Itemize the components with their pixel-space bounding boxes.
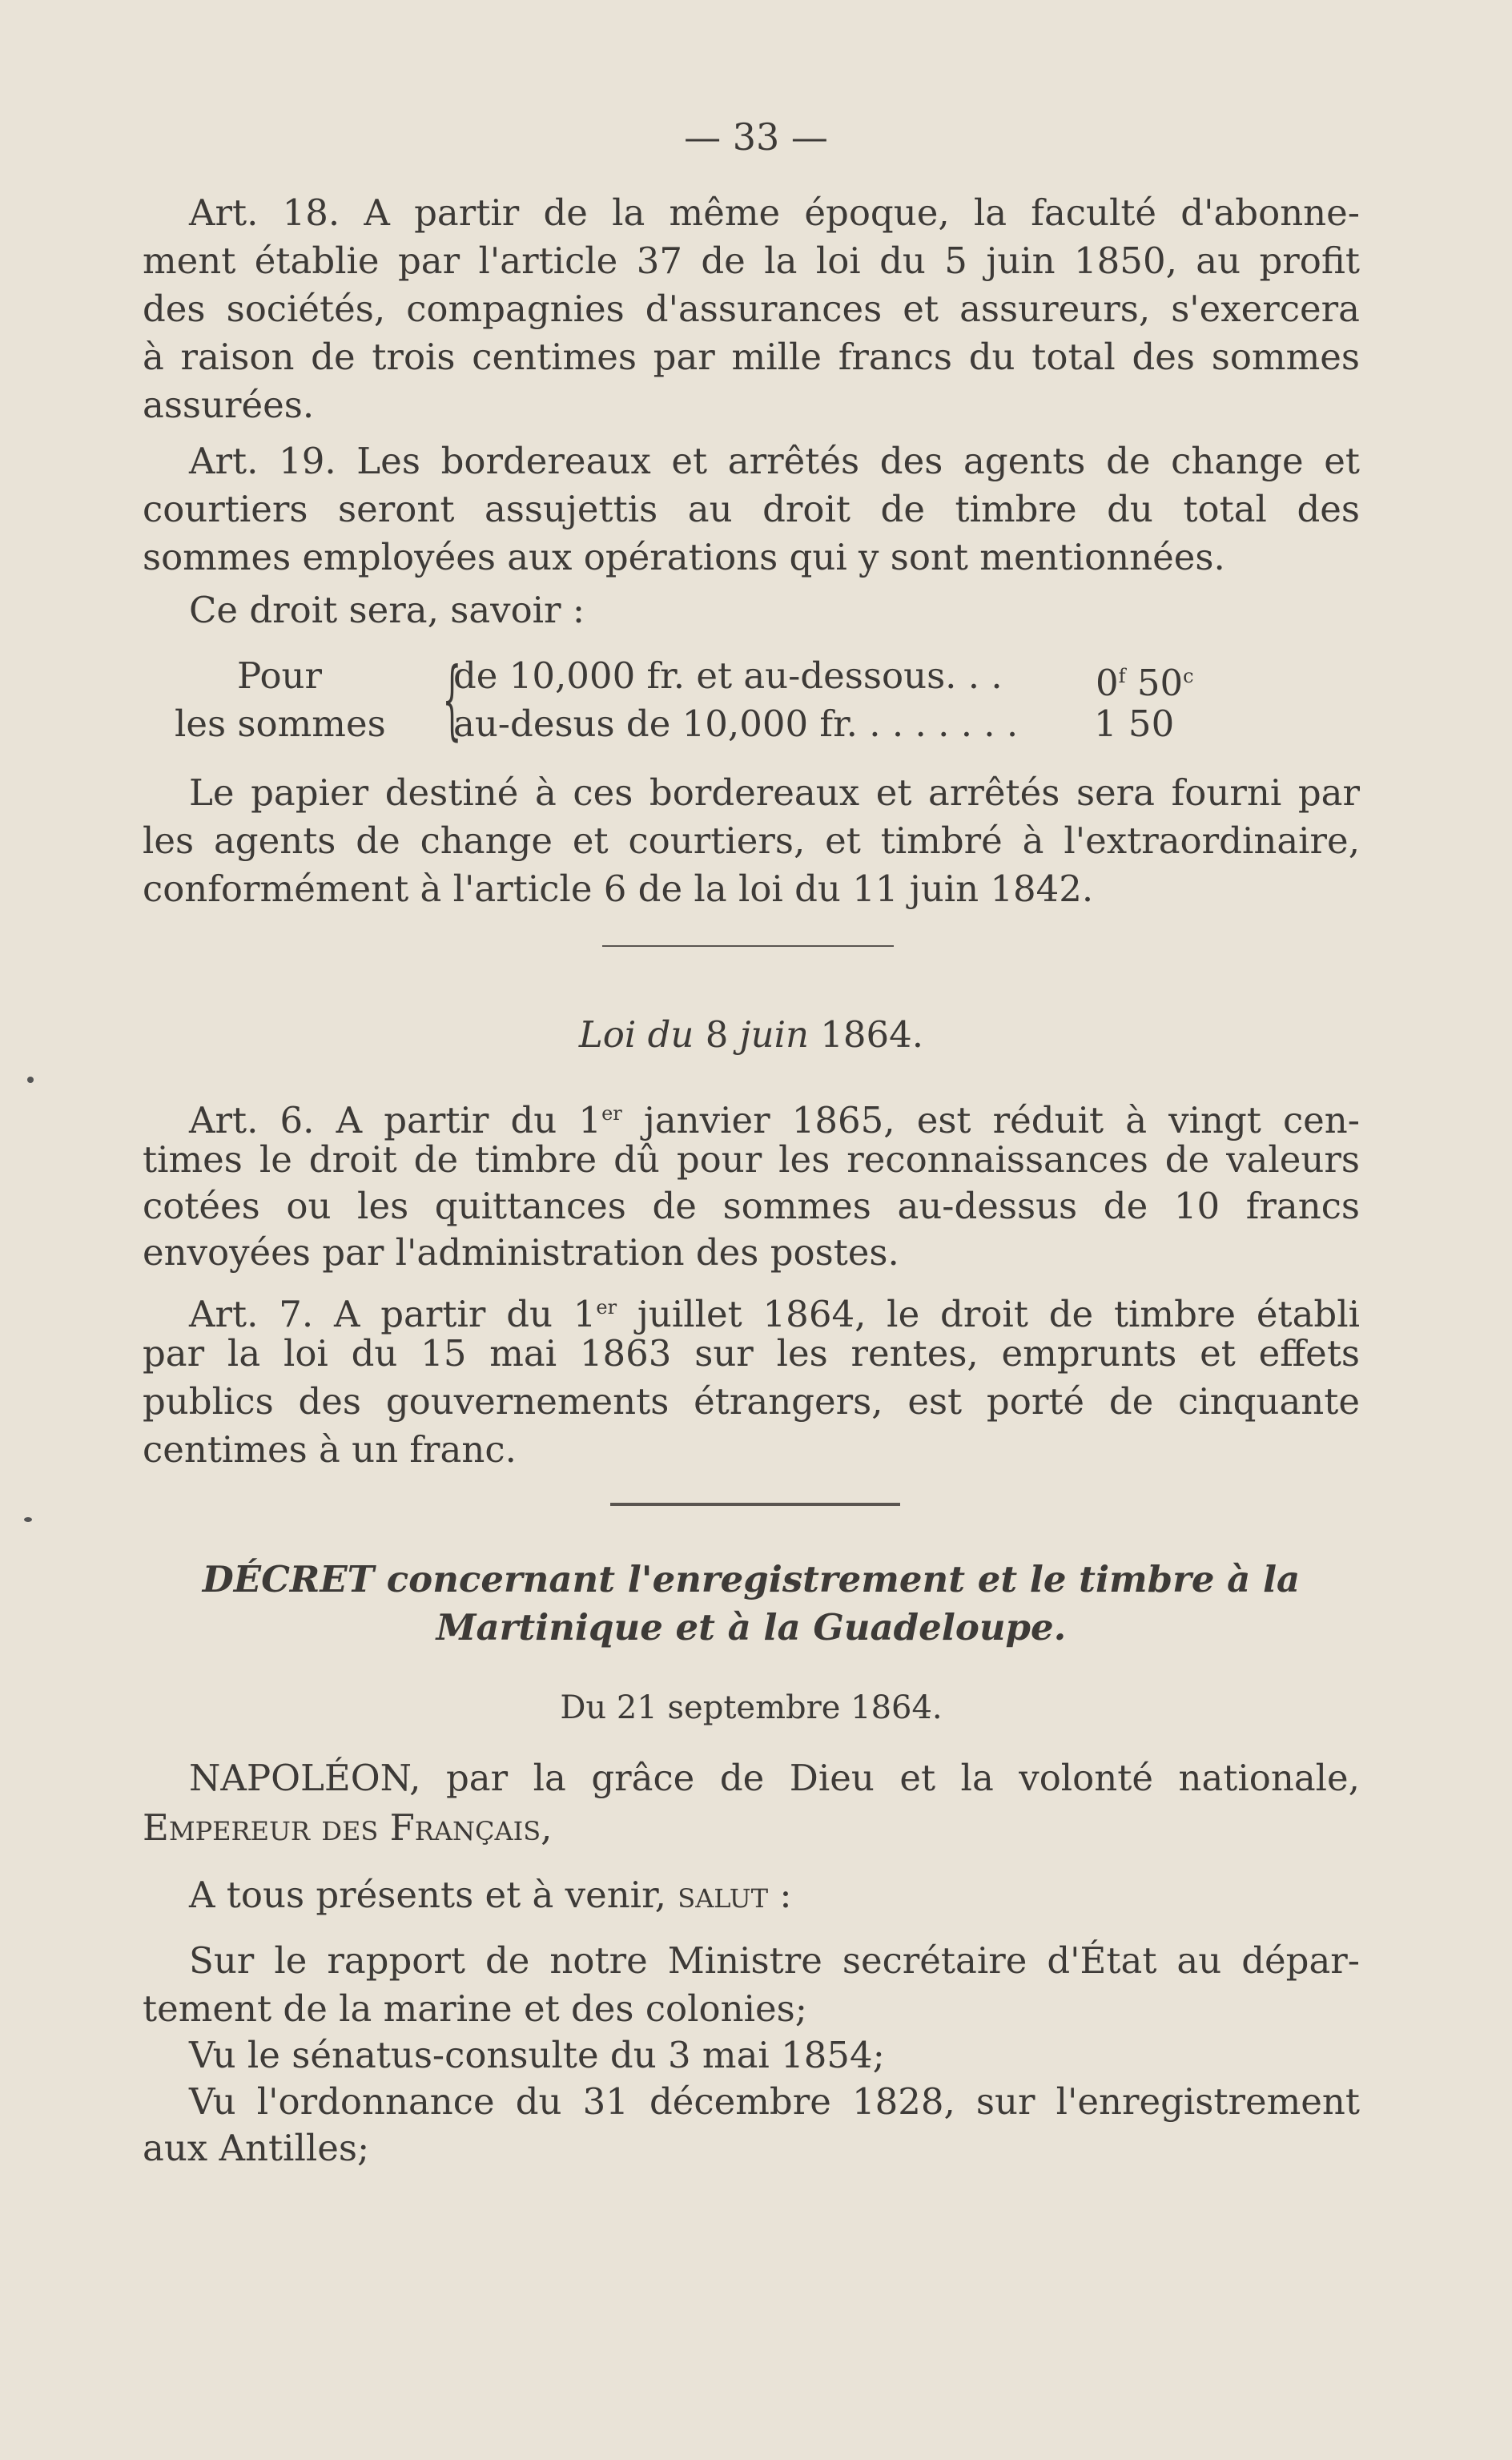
considerant-line-4: Vu l'ordonnance du 31 décembre 1828, sur l'enregistrement — [189, 2080, 1360, 2123]
loi-title: Loi du 8 juin 1864. — [578, 1013, 924, 1056]
papier-line-2: les agents de change et courtiers, et timbré à l'extraordinaire, — [143, 819, 1360, 862]
art7-line-3: publics des gouvernements étrangers, est porté de cinquante — [143, 1380, 1360, 1423]
considerant-line-1: Sur le rapport de notre Ministre secrétaire d'État au dépar- — [189, 1939, 1360, 1982]
art18-line-4: à raison de trois centimes par mille francs du total des sommes — [143, 336, 1360, 378]
art7-line-4: centimes à un franc. — [143, 1428, 517, 1471]
papier-line-1: Le papier destiné à ces bordereaux et arrêtés sera fourni par — [189, 771, 1360, 814]
tarif-row2-desc: au-desus de 10,000 fr. . . . . . . . — [453, 703, 1019, 745]
art6-line-4: envoyées par l'administration des postes. — [143, 1231, 899, 1274]
art7-line-1: Art. 7. A partir du 1er juillet 1864, le droit de timbre établi — [189, 1293, 1360, 1335]
art19-line-2: courtiers seront assujettis au droit de timbre du total des — [143, 488, 1360, 530]
considerant-line-3: Vu le sénatus-consulte du 3 mai 1854; — [189, 2034, 885, 2076]
tarif-label-sommes: les sommes — [175, 703, 386, 745]
art19-line-1: Art. 19. Les bordereaux et arrêtés des agents de change et — [189, 440, 1360, 482]
art18-line-2: ment établie par l'article 37 de la loi du 5 juin 1850, au profit — [143, 240, 1360, 282]
art6-line-1: Art. 6. A partir du 1er janvier 1865, est réduit à vingt cen- — [189, 1099, 1360, 1141]
margin-speck — [24, 1517, 32, 1522]
considerant-line-2: tement de la marine et des colonies; — [143, 1987, 807, 2030]
margin-speck — [27, 1077, 34, 1083]
separator-rule — [602, 945, 894, 947]
decret-title-line-1: DÉCRET concernant l'enregistrement et le timbre à la — [202, 1558, 1301, 1600]
art6-line-3: cotées ou les quittances de sommes au-dessus de 10 francs — [143, 1185, 1360, 1227]
tarif-row2-value: 1 50 — [1094, 703, 1175, 745]
droit-intro: Ce droit sera, savoir : — [189, 589, 585, 631]
art18-line-1: Art. 18. A partir de la même époque, la faculté d'abonne- — [189, 191, 1360, 234]
tarif-row1-value: 0$^f$ 50$^c$ — [1096, 662, 1194, 704]
art19-line-3: sommes employées aux opérations qui y sont mentionnées. — [143, 536, 1225, 578]
decret-date: Du 21 septembre 1864. — [560, 1689, 943, 1726]
tarif-brace: { — [442, 650, 462, 750]
art7-line-2: par la loi du 15 mai 1863 sur les rentes, emprunts et effets — [143, 1332, 1360, 1375]
art6-line-2: times le droit de timbre dû pour les reconnaissances de valeurs — [143, 1138, 1360, 1181]
page-number: — 33 — — [684, 115, 828, 159]
napoleon-line-1: NAPOLÉON, par la grâce de Dieu et la volonté nationale, — [189, 1757, 1360, 1799]
art18-line-5: assurées. — [143, 384, 315, 426]
decret-title-line-2: Martinique et à la Guadeloupe. — [436, 1606, 1067, 1649]
papier-line-3: conformément à l'article 6 de la loi du 11 juin 1842. — [143, 868, 1094, 910]
considerant-line-5: aux Antilles; — [143, 2127, 370, 2169]
art18-line-3: des sociétés, compagnies d'assurances et assureurs, s'exercera — [143, 288, 1360, 330]
tarif-label-pour: Pour — [237, 654, 323, 697]
tarif-row1-desc: de 10,000 fr. et au-dessous. . . — [453, 654, 1003, 697]
napoleon-line-2: Empereur des Français, — [143, 1806, 553, 1849]
salut-line: A tous présents et à venir, salut : — [189, 1874, 792, 1916]
separator-rule-2 — [610, 1503, 900, 1506]
